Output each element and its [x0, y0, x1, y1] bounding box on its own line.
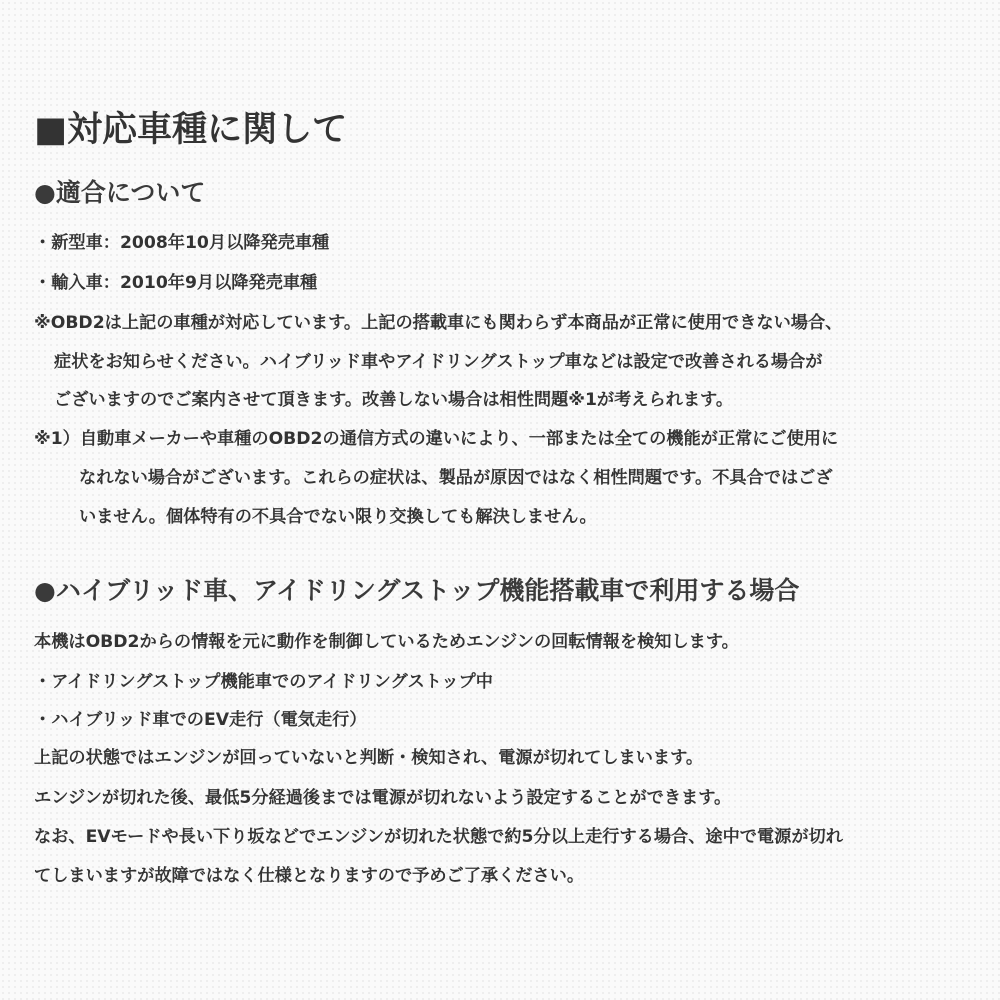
hybrid-line-4: 上記の状態ではエンジンが回っていないと判断・検知され、電源が切れてしまいます。: [34, 748, 704, 768]
hybrid-line-2: ・アイドリングストップ機能車でのアイドリングストップ中: [34, 672, 493, 692]
hybrid-line-7: てしまいますが故障ではなく仕様となりますので予めご了承ください。: [34, 866, 585, 886]
section-heading-hybrid: ●ハイブリッド車、アイドリングストップ機能搭載車で利用する場合: [34, 576, 800, 605]
footnote-line-1: ※1）自動車メーカーや車種のOBD2の通信方式の違いにより、一部または全ての機能が正常にご使用に: [34, 429, 839, 449]
compat-note-line-3: ございますのでご案内させて頂きます。改善しない場合は相性問題※1が考えられます。: [54, 390, 734, 410]
footnote-line-2: なれない場合がございます。これらの症状は、製品が原因ではなく相性問題です。不具合ではござ: [79, 468, 833, 488]
hybrid-line-1: 本機はOBD2からの情報を元に動作を制御しているためエンジンの回転情報を検知します。: [34, 632, 739, 652]
hybrid-line-6: なお、EVモードや長い下り坂などでエンジンが切れた状態で約5分以上走行する場合、途中で電源が切れ: [34, 827, 843, 847]
footnote-line-3: いません。個体特有の不具合でない限り交換しても解決しません。: [79, 507, 597, 527]
hybrid-line-5: エンジンが切れた後、最低5分経過後までは電源が切れないよう設定することができます。: [34, 788, 732, 808]
page-title: ■対応車種に関して: [34, 110, 348, 150]
compat-line-import-cars: ・輸入車：2010年9月以降発売車種: [34, 273, 318, 293]
compat-note-line-1: ※OBD2は上記の車種が対応しています。上記の搭載車にも関わらず本商品が正常に使用できない場合、: [34, 313, 843, 333]
section-heading-compatibility: ●適合について: [34, 178, 206, 207]
compat-line-new-cars: ・新型車：2008年10月以降発売車種: [34, 233, 330, 253]
compat-note-line-2: 症状をお知らせください。ハイブリッド車やアイドリングストップ車などは設定で改善される場合が: [54, 352, 823, 372]
hybrid-line-3: ・ハイブリッド車でのEV走行（電気走行）: [34, 710, 367, 730]
